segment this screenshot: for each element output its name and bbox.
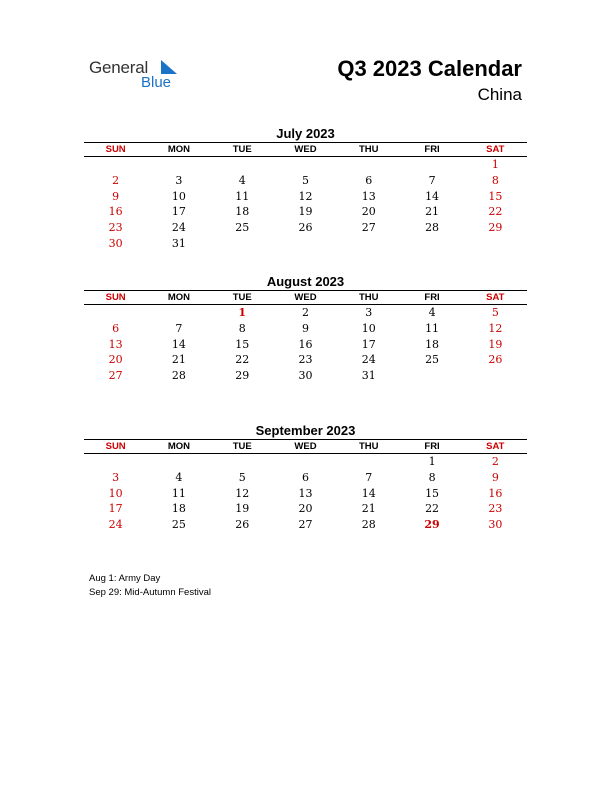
weekday-sat: SAT [486, 441, 505, 452]
day-cell: 7 [428, 173, 436, 187]
day-cell: 23 [298, 353, 313, 367]
logo-text-general: General [89, 58, 149, 77]
month-title: July 2023 [276, 126, 335, 141]
day-cell: 2 [491, 455, 499, 468]
day-cell: 16 [298, 337, 313, 351]
day-cell: 11 [425, 321, 440, 335]
day-grid [84, 454, 527, 533]
day-cell: 11 [235, 189, 250, 203]
day-cell: 18 [171, 502, 186, 516]
holiday-note: Sep 29: Mid-Autumn Festival [89, 587, 211, 598]
day-cell: 21 [171, 353, 186, 367]
day-cell: 21 [361, 502, 376, 516]
weekday-wed: WED [294, 441, 317, 452]
day-cell: 20 [361, 205, 376, 219]
day-cell: 18 [235, 205, 250, 219]
day-cell: 7 [175, 321, 183, 335]
weekday-sun: SUN [105, 292, 126, 303]
day-cell: 16 [488, 486, 503, 500]
day-cell: 14 [425, 189, 440, 203]
day-cell: 28 [361, 518, 376, 532]
holiday-note: Aug 1: Army Day [89, 573, 161, 584]
day-cell: 12 [488, 321, 503, 335]
weekday-sun: SUN [105, 441, 126, 452]
day-cell: 29 [488, 221, 503, 235]
day-cell: 10 [171, 189, 186, 203]
day-cell: 6 [301, 470, 309, 484]
day-cell: 20 [108, 353, 123, 367]
day-cell: 17 [108, 502, 123, 516]
day-cell: 18 [425, 337, 440, 351]
day-empty [147, 157, 210, 173]
weekday-fri: FRI [424, 292, 440, 303]
day-cell: 19 [488, 337, 503, 351]
day-cell: 30 [298, 369, 313, 383]
day-cell: 24 [171, 221, 186, 235]
day-cell: 13 [361, 189, 376, 203]
day-empty [84, 305, 147, 321]
weekday-wed: WED [294, 144, 317, 155]
page-title: Q3 2023 Calendar [337, 56, 522, 81]
day-cell: 5 [301, 173, 309, 187]
weekday-sat: SAT [486, 144, 505, 155]
day-cell: 6 [112, 321, 120, 335]
day-cell: 11 [171, 486, 186, 500]
weekday-sat: SAT [486, 292, 505, 303]
day-cell: 20 [298, 502, 313, 516]
logo [89, 58, 189, 94]
country-name: China [477, 85, 522, 104]
holiday-notes [89, 572, 211, 600]
day-grid [84, 157, 527, 252]
day-cell: 3 [112, 470, 120, 484]
day-cell: 27 [108, 369, 123, 383]
day-cell: 2 [112, 173, 120, 187]
day-cell: 3 [175, 173, 183, 187]
weekday-mon: MON [167, 144, 190, 155]
day-empty [84, 157, 147, 173]
day-cell: 17 [361, 337, 376, 351]
day-cell: 12 [298, 189, 313, 203]
day-cell: 23 [108, 221, 123, 235]
day-cell: 12 [235, 486, 250, 500]
day-cell: 31 [361, 369, 376, 383]
day-cell: 15 [488, 189, 503, 203]
day-cell: 1 [491, 158, 499, 171]
weekday-thu: THU [359, 144, 379, 155]
day-empty [211, 157, 274, 173]
day-cell: 8 [491, 173, 499, 187]
day-cell: 30 [488, 518, 503, 532]
day-cell-holiday: 29 [424, 518, 440, 532]
day-cell: 6 [365, 173, 373, 187]
weekday-fri: FRI [424, 441, 440, 452]
day-cell: 7 [365, 470, 373, 484]
day-cell: 5 [491, 306, 499, 319]
day-cell: 19 [298, 205, 313, 219]
day-cell: 14 [171, 337, 186, 351]
day-empty [400, 157, 463, 173]
day-cell: 24 [361, 353, 376, 367]
month-title: August 2023 [266, 274, 345, 289]
day-cell: 3 [365, 306, 373, 319]
day-empty [84, 454, 147, 470]
day-empty [147, 305, 210, 321]
month-title: September 2023 [255, 423, 356, 438]
day-empty [337, 157, 400, 173]
weekday-mon: MON [167, 292, 190, 303]
day-cell: 28 [425, 221, 440, 235]
day-cell: 17 [171, 205, 186, 219]
logo-triangle-icon [161, 60, 177, 74]
day-cell: 8 [238, 321, 246, 335]
day-cell: 10 [108, 486, 123, 500]
day-empty [274, 157, 337, 173]
weekday-header [84, 142, 527, 157]
weekday-sun: SUN [105, 144, 126, 155]
day-cell: 9 [301, 321, 309, 335]
day-cell: 31 [171, 236, 186, 250]
weekday-thu: THU [359, 441, 379, 452]
day-empty [337, 454, 400, 470]
day-empty [147, 454, 210, 470]
day-cell: 29 [235, 369, 250, 383]
day-cell: 13 [298, 486, 313, 500]
day-cell: 13 [108, 337, 123, 351]
weekday-tue: TUE [232, 441, 252, 452]
day-cell: 27 [298, 518, 313, 532]
day-cell: 1 [428, 455, 436, 468]
weekday-tue: TUE [232, 292, 252, 303]
day-cell: 28 [171, 369, 186, 383]
day-cell: 22 [488, 205, 503, 219]
weekday-fri: FRI [424, 144, 440, 155]
day-cell: 22 [235, 353, 250, 367]
weekday-tue: TUE [232, 144, 252, 155]
day-cell: 24 [108, 518, 123, 532]
day-cell: 23 [488, 502, 503, 516]
day-cell: 4 [238, 173, 246, 187]
day-cell: 8 [428, 470, 436, 484]
month-september [84, 422, 527, 533]
weekday-wed: WED [294, 292, 317, 303]
day-cell: 22 [425, 502, 440, 516]
month-july [84, 125, 527, 252]
day-cell: 25 [171, 518, 186, 532]
day-cell: 9 [112, 189, 120, 203]
weekday-header [84, 290, 527, 305]
day-cell-holiday: 1 [238, 306, 247, 319]
day-cell: 15 [235, 337, 250, 351]
day-cell: 21 [425, 205, 440, 219]
weekday-mon: MON [167, 441, 190, 452]
day-cell: 19 [235, 502, 250, 516]
day-cell: 30 [108, 236, 123, 250]
day-cell: 9 [491, 470, 499, 484]
day-cell: 27 [361, 221, 376, 235]
day-cell: 26 [298, 221, 313, 235]
day-cell: 5 [238, 470, 246, 484]
weekday-header [84, 439, 527, 454]
day-cell: 4 [428, 306, 436, 319]
day-empty [211, 454, 274, 470]
weekday-thu: THU [359, 292, 379, 303]
day-cell: 26 [235, 518, 250, 532]
day-grid [84, 305, 527, 384]
day-cell: 2 [301, 306, 309, 319]
day-cell: 10 [361, 321, 376, 335]
day-cell: 4 [175, 470, 183, 484]
day-cell: 15 [425, 486, 440, 500]
day-cell: 14 [361, 486, 376, 500]
day-cell: 25 [425, 353, 440, 367]
day-cell: 16 [108, 205, 123, 219]
logo-text-blue: Blue [141, 74, 172, 91]
day-cell: 25 [235, 221, 250, 235]
day-cell: 26 [488, 353, 503, 367]
day-empty [274, 454, 337, 470]
month-august [84, 273, 527, 384]
